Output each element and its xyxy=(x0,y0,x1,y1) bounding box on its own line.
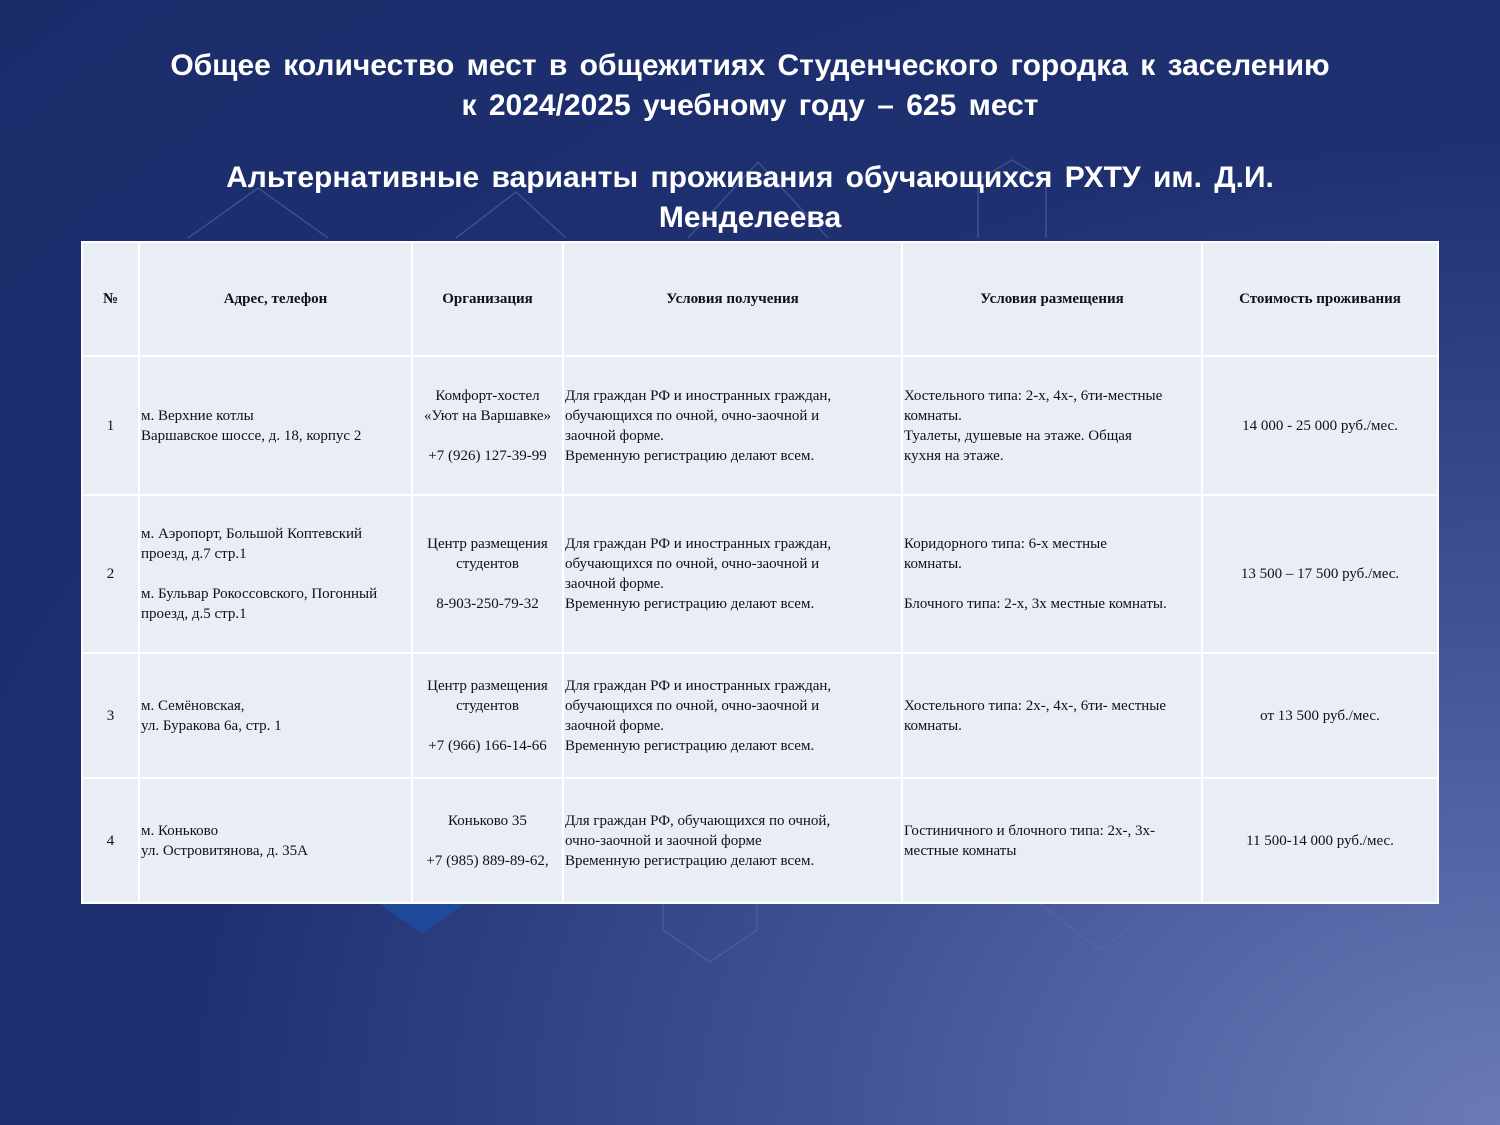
cell-line: комнаты. xyxy=(904,717,962,734)
cell-line xyxy=(414,426,561,446)
page-title xyxy=(0,46,1500,126)
cell-number: 2 xyxy=(82,495,139,653)
cell-placement xyxy=(902,653,1202,778)
housing-options-table xyxy=(81,241,1439,904)
cell-line: обучающихся по очной, очно-заочной и xyxy=(565,556,820,572)
cell-line: Центр размещения xyxy=(427,677,548,694)
cell-organization xyxy=(412,356,563,495)
cell-line: Туалеты, душевые на этаже. Общая xyxy=(904,427,1132,444)
cell-line: местные комнаты xyxy=(904,842,1017,859)
cell-line: м. Бульвар Рокоссовского, Погонный xyxy=(141,586,378,602)
cell-line: Гостиничного и блочного типа: 2х-, 3х- xyxy=(904,822,1156,839)
cell-line: Временную регистрацию делают всем. xyxy=(565,447,815,464)
cell-line: Для граждан РФ и иностранных граждан, xyxy=(565,536,832,552)
section-subtitle xyxy=(0,158,1500,238)
cell-line: заочной форме. xyxy=(565,576,664,592)
cell-line: Хостельного типа: 2х-, 4х-, 6ти- местные xyxy=(904,697,1167,714)
cell-line: студентов xyxy=(456,697,519,714)
cell-line: м. Семёновская, xyxy=(141,697,245,714)
cell-line: обучающихся по очной, очно-заочной и xyxy=(565,407,820,424)
cell-conditions xyxy=(563,495,902,653)
table-row xyxy=(82,495,1438,653)
cell-number: 1 xyxy=(82,356,139,495)
cell-line: +7 (926) 127-39-99 xyxy=(428,447,547,464)
cell-number: 4 xyxy=(82,778,139,903)
cell-line: Временную регистрацию делают всем. xyxy=(565,596,815,612)
cell-line xyxy=(414,716,561,736)
header-address: Адрес, телефон xyxy=(139,242,412,356)
cell-line: м. Верхние котлы xyxy=(141,407,254,424)
cell-line xyxy=(414,831,561,851)
cell-line: Временную регистрацию делают всем. xyxy=(565,852,815,869)
cell-line: Комфорт-хостел xyxy=(435,387,540,404)
cell-line: м. Аэропорт, Большой Коптевский xyxy=(141,526,363,542)
cell-line xyxy=(141,564,410,584)
cell-line: заочной форме. xyxy=(565,427,664,444)
cell-placement xyxy=(902,356,1202,495)
page-title-line-1: Общее количество мест в общежитиях Студенческого городка к заселению xyxy=(170,49,1330,82)
cell-line: проезд, д.7 стр.1 xyxy=(141,546,247,562)
cell-address xyxy=(139,356,412,495)
cell-line: Для граждан РФ и иностранных граждан, xyxy=(565,387,832,404)
cell-price: от 13 500 руб./мес. xyxy=(1202,653,1438,778)
cell-line: Центр размещения xyxy=(427,536,548,552)
cell-line: ул. Островитянова, д. 35А xyxy=(141,842,308,859)
cell-line: +7 (985) 889-89-62, xyxy=(426,852,549,869)
cell-line: студентов xyxy=(456,556,519,572)
cell-line: м. Коньково xyxy=(141,822,219,839)
cell-line: Коридорного типа: 6-х местные xyxy=(904,536,1107,552)
cell-line: комнаты. xyxy=(904,407,962,424)
cell-line: обучающихся по очной, очно-заочной и xyxy=(565,697,820,714)
cell-organization xyxy=(412,778,563,903)
cell-price: 13 500 – 17 500 руб./мес. xyxy=(1202,495,1438,653)
header-conditions: Условия получения xyxy=(563,242,902,356)
table-row xyxy=(82,356,1438,495)
page-title-line-2: к 2024/2025 учебному году – 625 мест xyxy=(461,89,1039,122)
header-placement: Условия размещения xyxy=(902,242,1202,356)
cell-conditions xyxy=(563,653,902,778)
cell-line: Для граждан РФ и иностранных граждан, xyxy=(565,677,832,694)
cell-placement xyxy=(902,495,1202,653)
cell-placement xyxy=(902,778,1202,903)
cell-line: 8-903-250-79-32 xyxy=(436,596,539,612)
cell-conditions xyxy=(563,778,902,903)
header-price: Стоимость проживания xyxy=(1202,242,1438,356)
cell-line: Для граждан РФ, обучающихся по очной, xyxy=(565,812,831,829)
cell-address xyxy=(139,653,412,778)
cell-line: Хостельного типа: 2-х, 4х-, 6ти-местные xyxy=(904,387,1163,404)
cell-price: 11 500-14 000 руб./мес. xyxy=(1202,778,1438,903)
cell-line: Блочного типа: 2-х, 3х местные комнаты. xyxy=(904,596,1167,612)
cell-line: «Уют на Варшавке» xyxy=(423,407,552,424)
cell-line: Коньково 35 xyxy=(448,812,527,829)
table-header-row xyxy=(82,242,1438,356)
section-subtitle-line-2: Менделеева xyxy=(658,201,842,234)
cell-price: 14 000 - 25 000 руб./мес. xyxy=(1202,356,1438,495)
section-subtitle-line-1: Альтернативные варианты проживания обучающихся РХТУ им. Д.И. xyxy=(226,161,1274,194)
cell-line: Варшавское шоссе, д. 18, корпус 2 xyxy=(141,427,362,444)
cell-line: очно-заочной и заочной форме xyxy=(565,832,762,849)
cell-line xyxy=(904,574,1200,594)
cell-address xyxy=(139,495,412,653)
cell-line: ул. Буракова 6а, стр. 1 xyxy=(141,717,282,734)
cell-address xyxy=(139,778,412,903)
cell-line: комнаты. xyxy=(904,556,962,572)
header-number: № xyxy=(82,242,139,356)
table-row xyxy=(82,653,1438,778)
cell-conditions xyxy=(563,356,902,495)
cell-line: заочной форме. xyxy=(565,717,664,734)
cell-line: +7 (966) 166-14-66 xyxy=(428,737,547,754)
cell-line: проезд, д.5 стр.1 xyxy=(141,606,247,622)
cell-line xyxy=(414,574,561,594)
header-organization: Организация xyxy=(412,242,563,356)
cell-organization xyxy=(412,653,563,778)
table-row xyxy=(82,778,1438,903)
cell-organization xyxy=(412,495,563,653)
cell-line: Временную регистрацию делают всем. xyxy=(565,737,815,754)
cell-line: кухня на этаже. xyxy=(904,447,1004,464)
cell-number: 3 xyxy=(82,653,139,778)
